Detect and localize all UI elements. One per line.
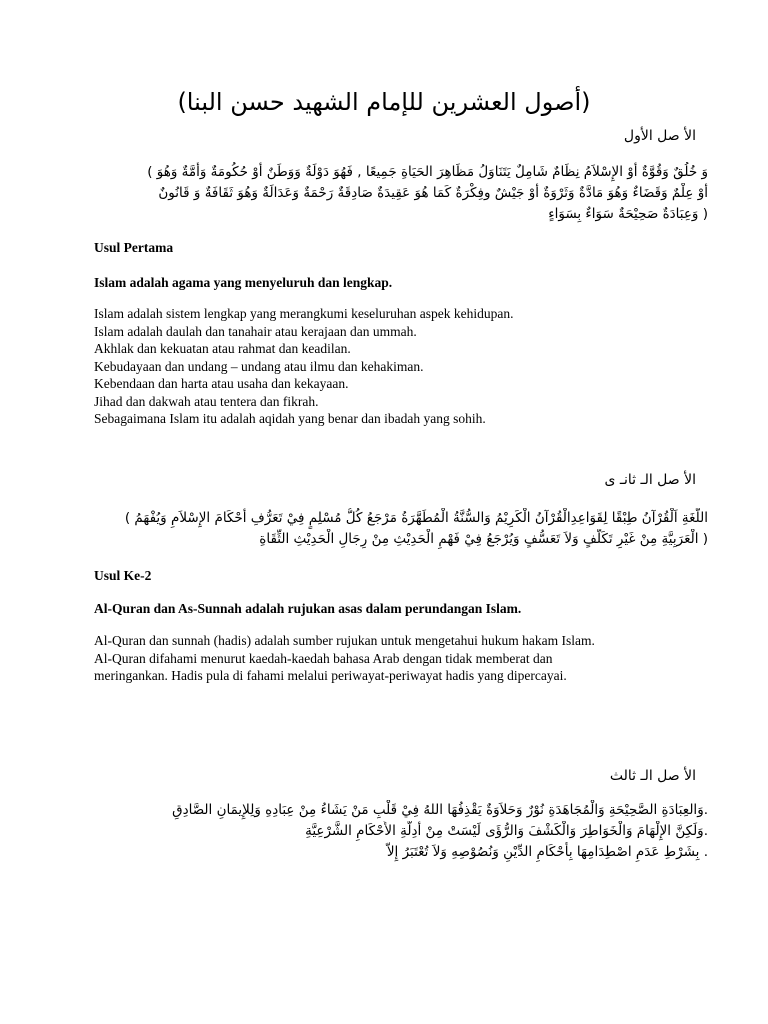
arabic-line: ( الْعَرَبِيَّةِ مِنْ غَيْرِ تَكَلُّفٍ وَلاَ تَعَسُّفٍ وَيُرْجَعُ فِيْ فَهْمِ الْحَدِيْثِ مِنْ رِجَالِ الْحَدِيْثِ الثِّقَاةِ xyxy=(259,531,708,547)
section-subtitle-2: Al-Quran dan As-Sunnah adalah rujukan asas dalam perundangan Islam. xyxy=(94,601,522,616)
arabic-heading-1: الأ صل الأول xyxy=(623,128,696,144)
arabic-line: اللُّغَةِ اَلْقُرْآنُ طِبْقًا لِقَوَاعِدِالْقُرْآنُ الْكَرِيْمُ وَالسُّنَّةُ الْمُطَهَّرَةُ مَرْجَعُ كُلُّ مُسْلِمٍ فِيْ تَعَرُّفِ أَحْكَامَ الإِسْلاَمِ وَيُفْهَمُ ) xyxy=(124,510,708,526)
arabic-line: أَوْ عِلْمٌ وَقَضَاءٌ وَهُوَ مَادَّةٌ وَثَرْوَةٌ أَوْ جَيْشٌ وفِكْرَةٌ كَمَا هُوَ عَقِيدَةٌ صَادِقَةٌ رَحْمَةٌ وَعَدَالَةٌ وَهُوَ ثَقَافَةٌ وَ قَانُونٌ xyxy=(158,185,708,201)
section-subtitle-1: Islam adalah agama yang menyeluruh dan lengkap. xyxy=(94,275,393,290)
paragraph-line: Islam adalah daulah dan tanahair atau kerajaan dan ummah. xyxy=(94,323,417,339)
paragraph-line: Jihad dan dakwah atau tentera dan fikrah. xyxy=(94,393,319,409)
section-paragraph-2 xyxy=(94,632,694,685)
page-title: (أصول العشرين للإمام الشهيد حسن البنا) xyxy=(177,88,591,116)
paragraph-line: Islam adalah sistem lengkap yang merangkumi keseluruhan aspek kehidupan. xyxy=(94,306,514,321)
arabic-line: وَ خُلُقٌ وَقُوَّةٌ أَوْ الإِسْلاَمُ نِظَامٌ شَامِلٌ يَتَنَاوَلُ مَظَاهِرَ الحَيَاةِ جَمِيعًا , فَهُوَ دَوْلَةٌ وَوَطَنٌ أَوْ حُكُومَةٌ وَأُمَّةٌ وَهُوَ ) xyxy=(147,164,708,180)
arabic-heading-3: الأ صل الـ ثالث xyxy=(609,768,696,784)
paragraph-line: Sebagaimana Islam itu adalah aqidah yang benar dan ibadah yang sohih. xyxy=(94,411,486,426)
arabic-text-3 xyxy=(90,800,708,863)
arabic-line: .وَلَكِنَّ الإِلْهَامَ وَالْخَوَاطِرَ وَالْكَشْفَ وَالرُّؤَى لَيْسَتْ مِنْ أَدِلَّةِ الأَحْكَامِ الشَّرْعِيَّةِ xyxy=(305,823,708,839)
section-title-1: Usul Pertama xyxy=(94,240,174,255)
section-paragraph-1 xyxy=(94,305,694,428)
paragraph-line: Kebendaan dan harta atau usaha dan kekayaan. xyxy=(94,376,349,391)
arabic-line: . بِشَرْطِ عَدَمِ اصْطِدَامِهَا بِأَحْكَامِ الدِّيْنِ وَنُصُوْصِهِ وَلاَ تُعْتَبَرُ إِلاَّ xyxy=(386,844,708,860)
paragraph-line: Al-Quran dan sunnah (hadis) adalah sumber rujukan untuk mengetahui hukum hakam Islam. xyxy=(94,633,595,648)
arabic-heading-2: الأ صل الـ ثانـ ى xyxy=(604,472,696,488)
paragraph-line: Al-Quran difahami menurut kaedah-kaedah bahasa Arab dengan tidak memberat dan xyxy=(94,650,553,666)
arabic-line: .وَالعِبَادَةِ الصَّحِيْحَةِ وَالْمُجَاهَدَةِ نُوْرٌ وَحَلاَوَةٌ يَقْذِفُهَا اللهُ فِيْ قَلْبِ مَنْ يَشَاءُ مِنْ عِبَادِهِ وَلِلإِيمَانِ الصَّادِقِ xyxy=(172,802,708,818)
arabic-text-2 xyxy=(90,508,708,550)
paragraph-line: Kebudayaan dan undang – undang atau ilmu dan kehakiman. xyxy=(94,358,424,374)
section-title-2: Usul Ke-2 xyxy=(94,568,152,583)
paragraph-line: meringankan. Hadis pula di fahami melalui periwayat-periwayat hadis yang dipercayai. xyxy=(94,668,567,683)
arabic-text-1 xyxy=(90,162,708,225)
arabic-line: ( وَعِبَادَةٌ صَحِيْحَةٌ سَوَاءٌ بِسَوَاءٍ xyxy=(548,206,708,222)
paragraph-line: Akhlak dan kekuatan atau rahmat dan keadilan. xyxy=(94,341,351,356)
